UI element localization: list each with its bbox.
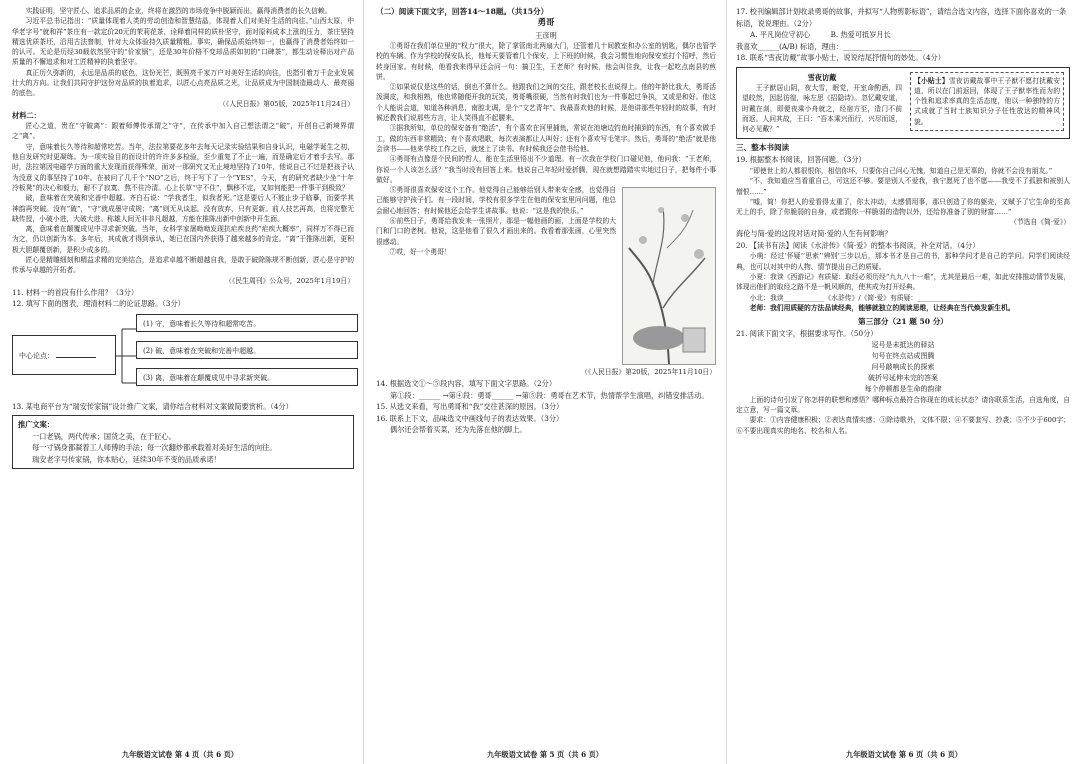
material-2-para-2: 守，意味着长久等待和超常吃苦。当年，法拉第要花多年去每天记录实验结果和自身认识，电磁学诞生之初，他自发研究时更凝练。为一项实验目的而设计的许许多多检验，至少重复了不止一遍，而是确定后才着手去写。那时，法拉第因电磁学方面的重大发现而获得殊荣，面对一那研究又无止境地坚持了10年，他说自己不过是把孩子认为没意义的事坚持了10年。在被问了几千个“NO”之后，终于写下了一个“YES”，今天，有的研究者缺少坐“十年冷板凳”的决心和毅力，耐不了寂寞、熬不住冷清。心上长草“守不住”，飘移不定，又如何能把一件事干到极致？ xyxy=(12,142,354,192)
page-5-column xyxy=(366,0,724,764)
column-divider xyxy=(363,0,364,764)
question-11: 11. 材料一的首段有什么作用？（3分） xyxy=(12,287,139,297)
central-argument-box xyxy=(12,335,116,375)
argument-map xyxy=(12,314,354,398)
source-1: （《人民日报》第05版，2025年11月24日） xyxy=(219,99,354,108)
tip-side-text: 雪夜访戴故事中王子猷不愿打扰戴安道，所以在门前返回，体现了王子猷率性而为的个性和追求率真的生活态度，他以一种独特的方式成就了当时士族知识分子任性放达的精神风貌。 xyxy=(914,76,1061,126)
option-b: B. 热爱可抵岁月长 xyxy=(830,30,891,39)
tree-illustration-icon xyxy=(623,188,715,364)
intro-para-3: 真正历久弥新的，永远是品质的底色，这份光芒，既照亮千家万户对美好生活的向往，也指引着万千企业发展壮大的方向。让我们共同守护这份对品质的执着追求，以匠心点亮品质之光，让品质成为中国制造最动人、最亮丽的底色。 xyxy=(12,68,354,98)
map-item-2: (2) 破，意味着在突破和完善中超越。 xyxy=(136,341,358,359)
story-para-4: ④勇哥有点像是个民间的哲人，能在生活里悟出不少道理。有一次我在学校门口碰见他，他问我：“王老师，你说一个人该怎么活？”我当时没有回答上来。他说自己年轻时爱折腾，现在就想踏踏实实地过日子，把每件小事做好。 xyxy=(376,155,716,184)
story-para-6: ⑥前些日子，勇哥给我发来一张照片，那是一幅他画的画，上面是学校的大门和门口的老树。他说，这是他看了很久才画出来的。我看着那张画，心里突然很感动。 xyxy=(376,217,616,246)
option-a: A. 平凡岗位守初心 xyxy=(750,30,811,39)
source-2: （《民生周刊》公众号，2025年1月19日） xyxy=(225,276,354,285)
page-footer-6: 九年级语文试卷 第 6 页（共 6 页） xyxy=(846,750,962,759)
ad-copy-box xyxy=(12,415,354,469)
question-15: 15. 从选文来看，写出勇哥和“我”交往甚深的原因。（3分） xyxy=(376,402,564,412)
column-divider xyxy=(726,0,727,764)
q19-quote-1: “即使世上的人都很恨你，相信你坏，只要你自己问心无愧，知道自己是无辜的，你就不会没有朋友。” xyxy=(749,166,1053,175)
question-17-answer: 我喜欢______(A/B) 标语，理由：______________________ xyxy=(736,41,923,51)
q20-dialog-2: 小夏：我读《西游记》有质疑：取经必须历经“九九八十一难”，尤其是最后一难，如此安排推动情节发展，体现出他们的取经之路不是一帆风顺的，使其成为打开经典。 xyxy=(736,273,1070,292)
q19-quote-3: “嘘，简！你把人的爱看得太重了，你太冲动，太感情用事，那只创造了你的躯壳，又赋予了它生命的至高无上的手，除了你脆弱的自身，或者跟你一样脆弱的造物以外，还给你准备了别的财富……” xyxy=(736,197,1070,217)
tip-title: 雪夜访戴 xyxy=(807,72,837,82)
ad-copy-line-1: 一口老锅，两代传承；国货之美，在于匠心。 xyxy=(32,431,176,441)
brace-icon xyxy=(116,320,136,392)
tip-box xyxy=(736,67,1070,140)
poem-line-4: 破折号延伸未完的答案 xyxy=(868,373,938,382)
story-author: 王彦明 xyxy=(535,30,557,40)
story-snow-visit xyxy=(742,72,902,135)
page-4-column xyxy=(0,0,360,764)
story-para-3: ③据我所知，单位的保安备有“绝活”，有个喜欢在河里捕鱼，常说在池塘边钓鱼时捕到的东西，有个喜欢做手工，做的东西非常精致；有个喜欢唱歌，每次表演都让人叫好；还有个喜欢写毛笔字。然后，勇哥的“绝活”就是他会读书——他来学校工作之后，就迷上了读书。有时候我还会借书给他。 xyxy=(376,124,716,153)
central-argument-label: 中心论点： xyxy=(19,351,54,360)
q20-dialog-1: 小萌：经过‘怀疑’‘思索’‘辨别’三步以后，那本书才是自己的书，那种学问才是自己的学问。同学们阅读经典，也可以对其中的人物、情节提出自己的质疑。 xyxy=(736,252,1070,271)
poem-line-3: 问号敲响成长的探索 xyxy=(871,362,935,371)
question-21: 21. 阅读下面文字，根据要求写作。（50分） xyxy=(736,329,878,339)
q19-source: （节选自《简·爱》） xyxy=(1010,218,1070,227)
intro-para-2: 习近平总书记指出：“质量体现着人类的劳动创造和智慧结晶，体现着人们对美好生活的向往。”山西太原，中华老字号“就和祥”茶庄有一款定价20元的茉莉花茶，诠释着同样的质朴坚守，面对原料成本上涨的压力，茶庄坚持精选优质茶坯，沿用古法窨制，针对大众体验持久质量精粗。事实，确保品质始终如一，也赢得了消费者始终如一的认可。无论是历经30载依然坚守的“价家锅”，还是30年价格不变却品质如初的“口碑茶”，都生动诠释出对产品质量的不懈追求和对工匠精神的执着坚守。 xyxy=(12,17,354,67)
material-2-label: 材料二： xyxy=(12,110,41,120)
teacher-remark: 老师：我们用质疑的方法品读经典，能够就独立的阅读思维，让经典在当代焕发新生机。 xyxy=(749,303,1015,312)
story-para-7: ⑦哎，好一个勇哥！ xyxy=(389,247,451,256)
section-2-heading: （二）阅读下面文字，回答14～18题。（共15分） xyxy=(376,7,549,16)
page-footer-5: 九年级语文试卷 第 5 页（共 6 页） xyxy=(487,750,603,759)
q21-prompt: 上面的诗句引发了你怎样的联想和感悟？哪种标点最符合你现在的成长状态？请你联系生活，自选角度，自定立意，写一篇文章。 xyxy=(736,395,1070,415)
question-17: 17. 校刊编辑部计划收录勇哥的故事，并拟写“人物剪影标语”，请结合选文内容，选择下面你喜欢的一条标语，说说理由。（2分） xyxy=(736,7,1067,28)
q21-requirements: 要求：①内容健康积极；②表达真情实感；③除诗歌外，文体不限；④不要套写、抄袭；⑤不少于600字；⑥不要出现真实的地名、校名和人名。 xyxy=(736,416,1070,435)
section-3-heading: 三、整本书阅读 xyxy=(736,143,790,153)
question-17-options xyxy=(736,29,1070,41)
ad-copy-label: 推广文案： xyxy=(18,420,54,430)
page-6-column xyxy=(728,0,1080,764)
ad-copy-line-2: 每一寸锅身都凝着工人师傅的手法；每一次翻炒都承载着对美好生活的向往。 xyxy=(32,443,277,453)
q19-ask: 海伦与简·爱的这段对话对简·爱的人生有何影响？ xyxy=(736,229,892,239)
question-19: 19. 根据整本书阅读，回答问题。（3分） xyxy=(736,155,866,165)
story-para-2: ②如果说仅是这些的话，倒也不算什么。他跟我们之间的交往，跟老校长也说得上。他的年龄比我大，勇哥活泼调皮，和我相熟，他也常随便开我的玩笑，勇哥嘴很硬，当然有时我们也为一件事起过争执，又或是和好。他这个人能说会道，知道各种消息，南腔北调，是个“文艺青年”。我最喜欢他的时候，是他讲那些年轻时的故事，有时候还教我们说那些方言，让人笑得直不起腰来。 xyxy=(376,83,716,123)
story-title: 勇哥 xyxy=(537,18,555,28)
ad-copy-line-3: 瑞安老字号传家锅，你本贴心，延续30年不变的品质承诺！ xyxy=(32,454,221,464)
question-14: 14. 根据选文①～⑤段内容，填写下面文字思路。（2分） xyxy=(376,379,557,389)
q19-quote-2: “不，我知道应当看重自己，可这还不够。要是别人不爱我，我宁愿死了也不愿——我受不了孤独和被别人憎恨……” xyxy=(736,177,1070,196)
story-illustration xyxy=(622,187,716,365)
material-2-para-4: 离，意味着在颠覆成见中寻求新突破。当年，女科学家屠呦呦发现抗疟疾良药“疟疾大概率”，同样万不得已而为之，仍以创新为本。多年后，其成就才得到承认，她已在国内外获得了越来越多的肯定。“离”于推陈出新，更积极大胆颠覆创新，是积少成多的。 xyxy=(12,225,354,254)
map-item-1: (1) 守，意味着长久等待和超常吃苦。 xyxy=(136,314,358,332)
material-2-para-5: 匠心是精雕细刻和精益求精的完美结合，是追求卓越不断超越自我，是敢于破除陈规不断创新，匠心是守护的传承与卓越的开拓者。 xyxy=(12,256,354,275)
tip-text: 王子猷居山阴，夜大雪，眠觉，开室命酌酒，四望皎然，因起彷徨，咏左思《招隐诗》。忽忆戴安道，时戴在剡，即便夜乘小舟就之，经宿方至，造门不前而返。人问其故，王曰：“吾本乘兴而行，兴尽而返，何必见戴？” xyxy=(742,84,902,134)
material-2-para-1: 匠心之道，贵在“守破离”：跟着师傅传承谓之“守”，在传承中加入自己想法谓之“破”，开创自己新境界谓之“离”。 xyxy=(12,122,354,141)
tip-side-box xyxy=(910,72,1064,131)
intro-para-1: 实践证明，坚守匠心、追求品质的企业，终将在激烈的市场竞争中脱颖而出，赢得消费者的长久信赖。 xyxy=(25,7,332,15)
question-18: 18. 联系“雪夜访戴”故事小贴士，说说结尾抒情句的妙处。（4分） xyxy=(736,53,945,62)
story-para-5: ⑤勇哥很喜欢保安这个工作。他觉得自己能够给别人带来安全感，也觉得自己能够守护孩子们。有一段时间，学校有很多学生在他的保安室里问问题，他总会耐心地回答；有时候他还会给学生讲故事。他说：“这是我的快乐。” xyxy=(376,186,616,215)
q20-dialog-3: 小北：我读____________《水浒传》/《简·爱》有质疑：______________________ xyxy=(749,293,992,302)
poem-line-2: 句号在终点站成图腾 xyxy=(871,351,935,360)
question-16: 16. 联系上下文，品味选文中画线句子的表达效果。（3分） xyxy=(376,413,564,423)
poem-block xyxy=(736,340,1070,395)
central-argument-blank[interactable] xyxy=(56,349,96,358)
story-source: （《人民日报》第20版，2025年11月10日） xyxy=(581,368,716,377)
map-item-3: (3) 离，意味着在颠覆成见中寻求新突破。 xyxy=(136,368,358,386)
question-20: 20. 【读书有法】阅读《水浒传》《简·爱》的整本书阅读，补全对话。（4分） xyxy=(736,240,980,250)
poem-line-5: 每个停顿都是生命的韵律 xyxy=(864,384,942,393)
question-14-flow: 第①段：______ →第④段：勇哥______ →第⑤段：勇哥在艺术节，热情帮学生演唱，纠错安排活动。 xyxy=(390,390,709,400)
page-footer-4: 九年级语文试卷 第 4 页（共 6 页） xyxy=(122,750,238,759)
material-2-para-3: 破，意味着在突破和完善中超越。齐白石说：“学我者生，似我者死。”这是要后人不能止步于临摹，而要学其神韵再突破。没有“破”，“守”就成墨守成规；“离”则无从谈起。没有放弃，只有更新。前人技艺再高，也将完整无缺传授，小破小进，大破大进。称雄人间无非非凡超越，方能在推陈出新中创新中开生面。 xyxy=(12,194,354,223)
question-12: 12. 填写下面的图表，理清材料二的论证思路。（3分） xyxy=(12,299,185,309)
poem-line-1: 逗号是未抵达的驿站 xyxy=(871,340,935,349)
question-16-quote: 偶尔还会帮着买菜，还为先落在他的脚上。 xyxy=(390,425,527,435)
story-para-1: ①勇哥在我们单位里的“权力”很大，除了掌管南北两扇大门，还管着几十间教室和办公室的钥匙，偶尔也管学校的车辆。作为学校的保安队长，他每天要管着几个保安，上下班的时候，我会习惯性地向保安室打个招呼，然后转身回家。有时候，他看我来得早还会问一句：搞卫生，王老师？有时候，他会叫住我，让我一起吃点南县的煎饼。 xyxy=(376,42,716,81)
tip-side-label: 【小贴士】 xyxy=(914,76,949,85)
question-13: 13. 某电商平台为“瑞安传家锅”设计推广文案，请你结合材料对文案做简要赏析。（4分） xyxy=(12,401,293,411)
section-4-heading: 第三部分（21 题 50 分） xyxy=(858,317,948,327)
